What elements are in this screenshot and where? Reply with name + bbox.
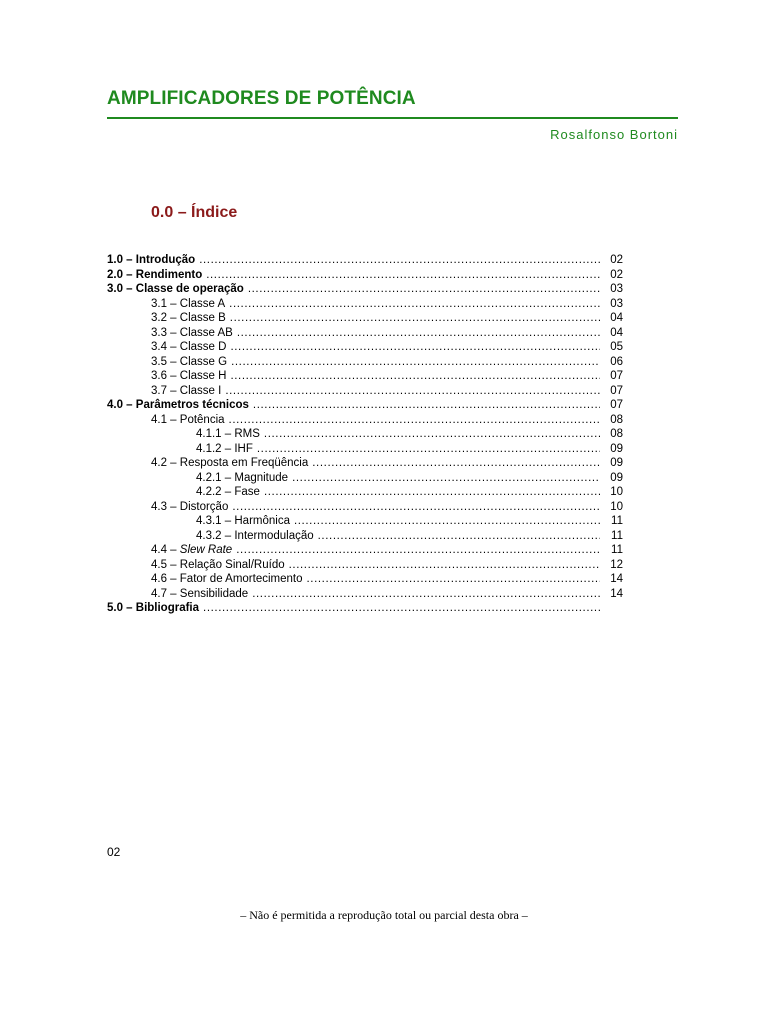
- toc-entry-label-text: 4.7 – Sensibilidade: [151, 587, 249, 600]
- toc-entry-page: 10: [610, 486, 623, 498]
- toc-entry[interactable]: [107, 500, 623, 515]
- toc-entry-label: [196, 514, 290, 529]
- toc-entry-label-text: 4.1 – Potência: [151, 413, 225, 426]
- toc-entry-label-text: 3.3 – Classe AB: [151, 326, 233, 339]
- toc-leader-dots: [264, 485, 600, 500]
- toc-entry-label: [151, 413, 225, 428]
- toc-entry[interactable]: [107, 485, 623, 500]
- toc-leader-dots: [237, 326, 600, 341]
- index-heading: 0.0 – Índice: [151, 204, 238, 221]
- toc-entry-label-text: 4.2.1 – Magnitude: [196, 471, 289, 484]
- toc-entry[interactable]: [107, 558, 623, 573]
- toc-leader-dots: [312, 456, 600, 471]
- toc-entry-page: 08: [610, 428, 623, 440]
- toc-entry[interactable]: [107, 268, 623, 283]
- toc-entry-label: [151, 500, 228, 515]
- toc-entry[interactable]: [107, 514, 623, 529]
- toc-leader-dots: [289, 558, 600, 573]
- toc-entry-page: 10: [610, 500, 623, 513]
- toc-leader-dots: [307, 572, 601, 587]
- toc-entry[interactable]: [107, 282, 623, 297]
- toc-entry-label-text: 4.6 – Fator de Amortecimento: [151, 573, 303, 585]
- toc-entry-label-text: 4.2.2 – Fase: [196, 486, 260, 498]
- toc-leader-dots: [264, 427, 600, 442]
- toc-entry-page: 11: [611, 544, 623, 556]
- toc-entry-page: 08: [610, 413, 623, 426]
- toc-entry-label-text: 3.1 – Classe A: [151, 297, 226, 310]
- toc-entry-label-text: 1.0 – Introdução: [107, 254, 196, 266]
- toc-entry-label: [196, 427, 260, 442]
- toc-entry-label-text: 3.2 – Classe B: [151, 312, 226, 324]
- toc-entry-page: 04: [610, 312, 623, 324]
- toc-entry-page: 11: [611, 515, 623, 527]
- toc-leader-dots: [257, 442, 600, 457]
- toc-entry-page: 06: [610, 355, 623, 368]
- table-of-contents: [107, 253, 623, 616]
- toc-entry[interactable]: [107, 427, 623, 442]
- toc-entry-page: 03: [610, 283, 623, 295]
- copyright-footer: – Não é permitida a reprodução total ou parcial desta obra –: [240, 908, 528, 922]
- toc-entry-label: [151, 558, 285, 573]
- toc-leader-dots: [318, 529, 600, 544]
- toc-entry-label: [151, 543, 232, 558]
- page-number: 02: [107, 845, 121, 859]
- toc-entry-label-text: 4.3 – Distorção: [151, 500, 229, 513]
- toc-entry-label: [151, 456, 308, 471]
- toc-entry-label: [196, 485, 260, 500]
- toc-entry-label-text: 4.2 – Resposta em Freqüência: [151, 457, 309, 469]
- toc-entry[interactable]: [107, 456, 623, 471]
- toc-entry-label: [151, 311, 226, 326]
- toc-entry-label-text: 5.0 – Bibliografia: [107, 602, 200, 614]
- toc-entry[interactable]: [107, 529, 623, 544]
- toc-entry-label-text: 4.4 –: [151, 544, 180, 556]
- document-title: AMPLIFICADORES DE POTÊNCIA: [107, 88, 416, 109]
- toc-entry-label-text: 3.0 – Classe de operação: [107, 283, 244, 295]
- toc-entry-label-text: 3.6 – Classe H: [151, 370, 227, 382]
- toc-entry-label-italic: Slew Rate: [179, 544, 233, 556]
- toc-entry-label: [151, 297, 225, 312]
- toc-entry-page: 04: [610, 326, 623, 339]
- toc-leader-dots: [199, 253, 600, 268]
- toc-entry-label: [107, 282, 244, 297]
- toc-entry-label: [151, 326, 233, 341]
- toc-leader-dots: [292, 471, 600, 486]
- toc-entry-page: 05: [610, 341, 623, 353]
- toc-entry-label: [196, 529, 314, 544]
- toc-entry[interactable]: [107, 543, 623, 558]
- toc-entry-label: [151, 340, 226, 355]
- toc-entry-label-text: 3.7 – Classe I: [151, 384, 222, 397]
- toc-entry-label: [107, 268, 202, 283]
- toc-entry-label-text: 3.5 – Classe G: [151, 355, 228, 368]
- toc-entry-label: [107, 253, 195, 268]
- toc-entry-page: 07: [610, 399, 623, 411]
- toc-leader-dots: [229, 297, 600, 312]
- toc-entry[interactable]: [107, 369, 623, 384]
- toc-entry-page: 11: [611, 529, 623, 542]
- title-divider: [107, 117, 678, 119]
- toc-entry[interactable]: [107, 253, 623, 268]
- toc-leader-dots: [252, 587, 600, 602]
- toc-entry[interactable]: [107, 355, 623, 370]
- author-name: Rosalfonso Bortoni: [550, 127, 678, 142]
- toc-leader-dots: [230, 369, 600, 384]
- toc-entry[interactable]: [107, 471, 623, 486]
- toc-entry-page: 14: [610, 573, 623, 585]
- toc-entry[interactable]: [107, 572, 623, 587]
- toc-entry-page: 12: [610, 558, 623, 571]
- toc-entry[interactable]: [107, 413, 623, 428]
- toc-entry[interactable]: [107, 398, 623, 413]
- toc-entry-label-text: 4.5 – Relação Sinal/Ruído: [151, 558, 285, 571]
- toc-entry-label-text: 4.1.1 – RMS: [196, 428, 260, 440]
- toc-entry-page: 07: [610, 384, 623, 397]
- toc-leader-dots: [206, 268, 600, 283]
- toc-entry-page: 07: [610, 370, 623, 382]
- toc-leader-dots: [232, 500, 600, 515]
- toc-entry-page: 03: [610, 297, 623, 310]
- toc-leader-dots: [231, 355, 600, 370]
- toc-leader-dots: [229, 413, 600, 428]
- toc-leader-dots: [236, 543, 600, 558]
- toc-leader-dots: [253, 398, 600, 413]
- toc-entry[interactable]: [107, 297, 623, 312]
- toc-leader-dots: [294, 514, 600, 529]
- toc-leader-dots: [225, 384, 600, 399]
- toc-entry-label-text: 4.3.1 – Harmônica: [196, 515, 290, 527]
- toc-entry-label: [151, 587, 248, 602]
- toc-entry-page: 09: [610, 471, 623, 484]
- toc-entry[interactable]: [107, 587, 623, 602]
- toc-entry[interactable]: [107, 384, 623, 399]
- toc-entry-page: 09: [610, 457, 623, 469]
- toc-leader-dots: [230, 311, 600, 326]
- toc-entry-label: [196, 471, 288, 486]
- toc-entry[interactable]: [107, 311, 623, 326]
- toc-entry-label: [151, 355, 227, 370]
- toc-entry[interactable]: [107, 340, 623, 355]
- toc-entry-page: 14: [610, 587, 623, 600]
- toc-entry-label: [151, 369, 226, 384]
- toc-entry-label: [151, 384, 221, 399]
- toc-entry-page: 02: [610, 268, 623, 281]
- toc-entry-label-text: 4.0 – Parâmetros técnicos: [107, 399, 249, 411]
- toc-entry-label-text: 4.3.2 – Intermodulação: [196, 529, 314, 542]
- toc-leader-dots: [230, 340, 600, 355]
- toc-entry-page: 02: [610, 254, 623, 266]
- toc-entry[interactable]: [107, 442, 623, 457]
- toc-entry-label-text: 4.1.2 – IHF: [196, 442, 253, 455]
- toc-entry-label: [107, 601, 199, 616]
- toc-entry-page: 09: [610, 442, 623, 455]
- toc-leader-dots: [248, 282, 600, 297]
- toc-entry-label-text: 3.4 – Classe D: [151, 341, 227, 353]
- toc-entry-label: [196, 442, 253, 457]
- toc-entry-label: [151, 572, 303, 587]
- toc-entry[interactable]: [107, 326, 623, 341]
- toc-entry[interactable]: [107, 601, 623, 616]
- toc-leader-dots: [203, 601, 600, 616]
- toc-entry-label: [107, 398, 249, 413]
- toc-entry-label-text: 2.0 – Rendimento: [107, 268, 203, 281]
